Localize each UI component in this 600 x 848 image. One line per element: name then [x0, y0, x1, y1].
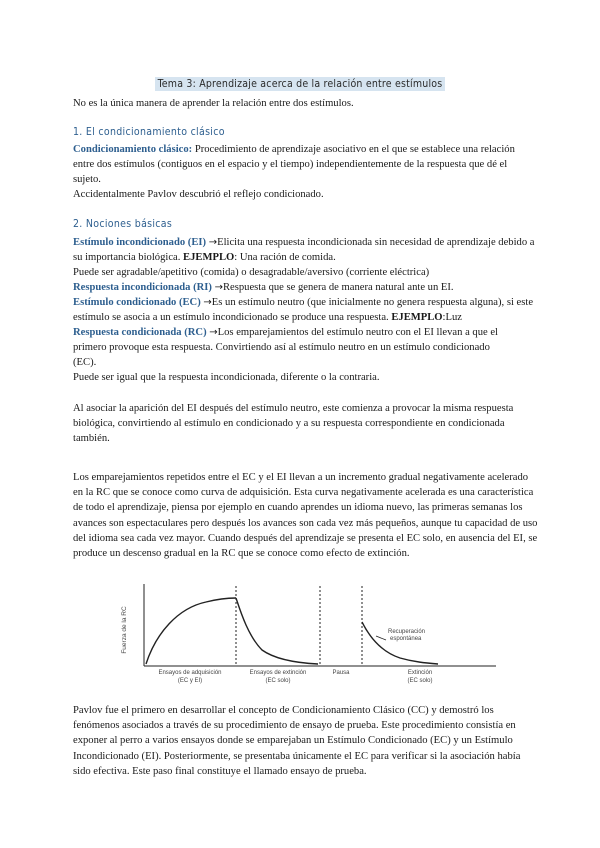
ec-definition	[73, 295, 535, 325]
ec-example-label: EJEMPLO	[391, 312, 443, 324]
recovery-label-line2: espontánea	[390, 636, 422, 642]
ec-example: :Luz	[442, 312, 462, 324]
ec-text: Es un estímulo neutro (que inicialmente no genera respuesta alguna), si este estímulo se asocia a un estímulo incondicionado se produce una respuesta.	[73, 297, 534, 324]
section1-heading: 1. El condicionamiento clásico	[73, 126, 225, 138]
ri-definition	[73, 280, 533, 295]
paragraph-pavlov: Pavlov fue el primero en desarrollar el concepto de Condicionamiento Clásico (CC) y demostró los fenómenos asociados a través de su procedimiento de ensayo de prueba. Este procedimiento consistía en exponer al perro a varios ensayos donde se emparejaban un Estímulo Condicionado (EC) y un Estímulo Incondicionado (EI). Posteriormente, se presentaba únicamente el EC para verificar si la asociación había sido efectiva. Este paso final constituye el llamado ensayo de prueba.	[73, 705, 521, 777]
arrow-icon: →	[209, 327, 218, 338]
y-axis-label: Fuerza de la RC	[121, 606, 128, 654]
ri-text: Respuesta que se genera de manera natural ante un EI.	[222, 282, 454, 293]
intro-paragraph: No es la única manera de aprender la relación entre dos estímulos.	[73, 98, 354, 109]
ei-extra: Puede ser agradable/apetitivo (comida) o desagradable/aversivo (corriente eléctrica)	[73, 267, 430, 278]
section2-heading: 2. Nociones básicas	[73, 218, 173, 230]
recovery-label-line1: Recuperación	[388, 629, 426, 635]
term-condicionamiento-clasico: Condicionamiento clásico:	[73, 144, 193, 155]
phase-label-4-sub: (EC solo)	[407, 678, 433, 684]
ei-example: : Una ración de comida.	[234, 252, 336, 264]
section1-definition	[73, 142, 535, 188]
ei-definition	[73, 235, 535, 265]
phase-label-1: Ensayos de adquisición	[158, 670, 222, 676]
arrow-icon: →	[203, 297, 212, 308]
rc-text: Los emparejamientos del estímulo neutro con el EI llevan a que el primero provoque esta respuesta. Convirtiendo así al estímulo neutro en un estímulo condicionado (EC).	[73, 327, 499, 369]
section1-note: Accidentalmente Pavlov descubrió el reflejo condicionado.	[73, 189, 324, 200]
term-ei: Estímulo incondicionado (EI)	[73, 237, 207, 248]
paragraph-asociar: Al asociar la aparición del EI después del estímulo neutro, este comienza a provocar la misma respuesta biológica, convirtiendo al estímulo en condicionado y a su respuesta correspondiente en condicionada también.	[73, 403, 514, 445]
phase-label-1-sub: (EC y EI)	[177, 678, 203, 684]
arrow-icon: →	[214, 282, 223, 293]
title-container	[0, 74, 600, 92]
page-title: Tema 3: Aprendizaje acerca de la relación entre estímulos	[155, 77, 446, 91]
phase-label-3: Pausa	[332, 670, 350, 676]
extinction-curve	[236, 598, 318, 664]
acquisition-extinction-figure	[90, 578, 510, 686]
term-ri: Respuesta incondicionada (RI)	[73, 282, 212, 293]
arrow-icon: →	[208, 237, 218, 248]
phase-label-2: Ensayos de extinción	[249, 670, 307, 676]
definition-text: Procedimiento de aprendizaje asociativo en el que se establece una relación entre dos estímulos (contiguos en el espacio y el tiempo) independientemente de la respuesta que dé el sujeto.	[73, 144, 515, 186]
rc-definition	[73, 325, 513, 371]
phase-label-4: Extinción	[407, 670, 433, 676]
ei-example-label: EJEMPLO	[183, 252, 235, 264]
paragraph-curva: Los emparejamientos repetidos entre el EC y el EI llevan a un incremento gradual negativamente acelerado en la RC que se conoce como curva de adquisición. Esta curva negativamente acelerada es una característica de todo el aprendizaje, piensa por ejemplo en cuando aprendes un idioma nuevo, las primeras semanas los avances son espectaculares pero después los avances son cada vez más pequeños, aunque tu capacidad de uso del idioma sea cada vez mayor. Cuando después del aprendizaje se presenta el EC solo, en ausencia del EI, se produce un descenso gradual en la RC que se conoce como efecto de extinción.	[73, 472, 538, 560]
term-ec: Estímulo condicionado (EC)	[73, 297, 201, 308]
term-rc: Respuesta condicionada (RC)	[73, 327, 207, 338]
acquisition-curve	[146, 598, 236, 664]
pointer-line	[376, 636, 386, 640]
phase-label-2-sub: (EC solo)	[265, 678, 291, 684]
rc-extra: Puede ser igual que la respuesta incondicionada, diferente o la contraria.	[73, 372, 380, 383]
ei-text: Elicita una respuesta incondicionada sin necesidad de aprendizaje debido a su importancia biológica.	[73, 237, 535, 264]
